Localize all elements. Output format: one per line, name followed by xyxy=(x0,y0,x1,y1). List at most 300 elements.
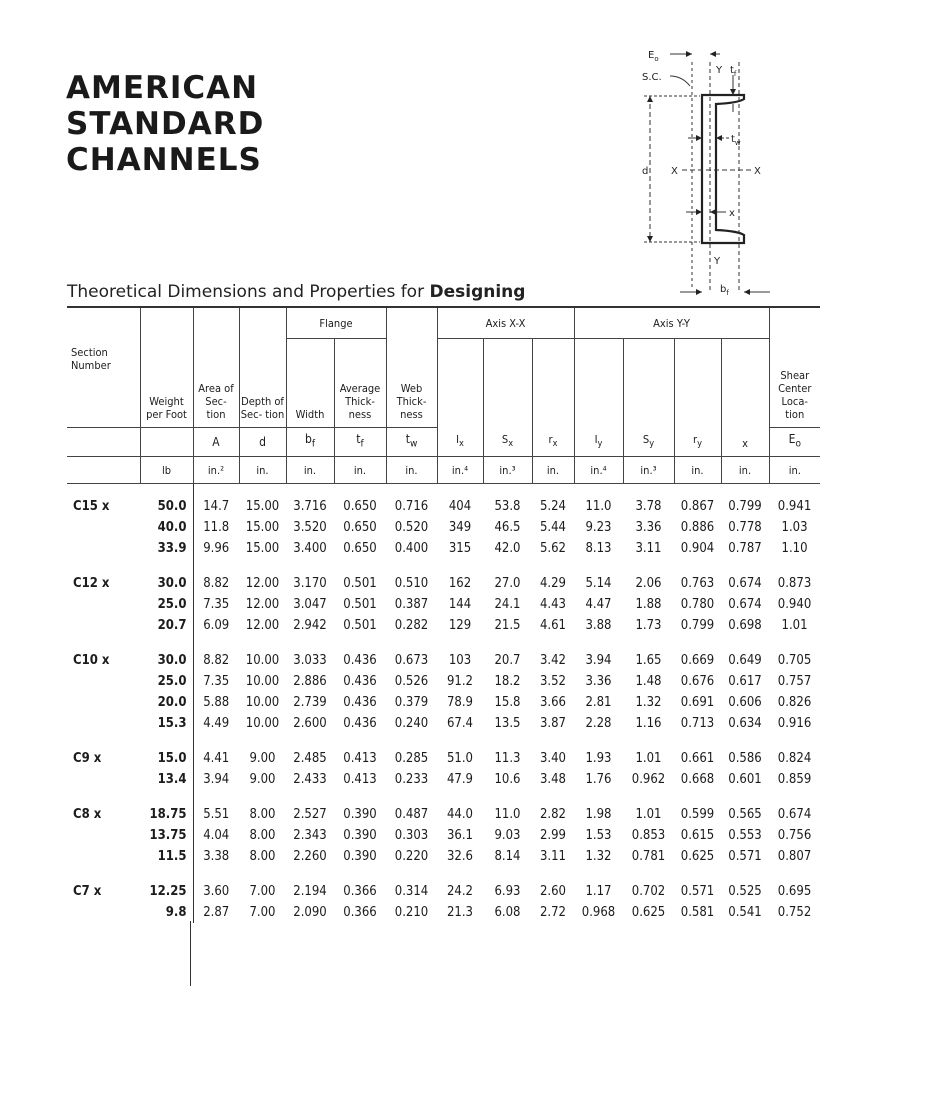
cell-width: 2.527 xyxy=(293,807,327,822)
cell-width: 2.739 xyxy=(293,695,327,710)
cell-sx: 24.1 xyxy=(494,597,521,612)
cell-weight: 25.0 xyxy=(140,671,193,692)
cell-width: 3.520 xyxy=(293,520,327,535)
cell-iy: 11.0 xyxy=(585,499,612,514)
header-iy: $I_y$ xyxy=(574,339,623,457)
cell-tf: 0.413 xyxy=(343,751,377,766)
cell-tw: 0.510 xyxy=(394,576,429,591)
cell-sy: 3.78 xyxy=(635,499,662,514)
cell-ry: 0.780 xyxy=(680,597,715,612)
header-shear-center: Shear Center Loca- tion xyxy=(769,307,820,428)
cell-iy: 3.94 xyxy=(585,653,612,668)
cell-section xyxy=(67,769,140,790)
header-section-number: Section Number xyxy=(67,307,140,428)
cell-weight: 15.0 xyxy=(140,734,193,769)
cell-eo: 0.941 xyxy=(777,499,812,514)
cell-section: C7 x xyxy=(73,884,102,899)
header-axis-yy: Axis Y-Y xyxy=(574,307,769,339)
cell-section xyxy=(67,902,140,923)
cell-ry: 0.867 xyxy=(680,499,715,514)
cell-section xyxy=(67,825,140,846)
header-sy: $S_y$ xyxy=(623,339,674,457)
cell-iy: 1.32 xyxy=(585,849,612,864)
cell-sy: 1.01 xyxy=(635,807,662,822)
cell-sx: 9.03 xyxy=(494,828,521,843)
cell-depth: 9.00 xyxy=(249,772,276,787)
cell-iy: 8.13 xyxy=(585,541,612,556)
cell-iy: 2.28 xyxy=(585,716,612,731)
cell-tf: 0.436 xyxy=(343,716,377,731)
cell-tw: 0.240 xyxy=(394,716,429,731)
header-sym-bf: $b_f$ xyxy=(286,428,334,457)
header-sym-d: d xyxy=(239,428,286,457)
diagram-d-label: d xyxy=(642,166,649,177)
table-row xyxy=(67,825,820,846)
cell-rx: 4.29 xyxy=(539,576,567,591)
cell-tw: 0.526 xyxy=(394,674,429,689)
cell-ry: 0.668 xyxy=(680,772,715,787)
diagram-x-small-label: x xyxy=(729,208,735,219)
cell-section xyxy=(67,671,140,692)
cell-iy: 1.98 xyxy=(585,807,612,822)
cell-weight: 11.5 xyxy=(140,846,193,867)
table-body xyxy=(67,484,820,924)
cell-eo: 0.807 xyxy=(777,849,812,864)
cell-sy: 0.853 xyxy=(631,828,666,843)
cell-section xyxy=(67,846,140,867)
header-area: Area of Sec- tion xyxy=(193,307,239,428)
cell-rx: 2.72 xyxy=(539,905,567,920)
cell-section: C9 x xyxy=(73,751,102,766)
cell-iy: 0.968 xyxy=(581,905,616,920)
cell-eo: 0.705 xyxy=(777,653,812,668)
unit-sy: in.³ xyxy=(623,457,674,484)
cell-weight: 9.8 xyxy=(140,902,193,923)
cell-x: 0.674 xyxy=(728,597,762,612)
cell-iy: 1.17 xyxy=(585,884,612,899)
cell-ry: 0.676 xyxy=(680,674,715,689)
cell-weight: 40.0 xyxy=(140,517,193,538)
unit-eo: in. xyxy=(769,457,820,484)
cell-sy: 3.11 xyxy=(635,541,662,556)
unit-weight: lb xyxy=(140,457,193,484)
cell-iy: 1.93 xyxy=(585,751,612,766)
header-sym-eo: $E_o$ xyxy=(769,428,820,457)
cell-rx: 3.52 xyxy=(539,674,567,689)
unit-blank xyxy=(67,457,140,484)
cell-width: 2.485 xyxy=(293,751,327,766)
table-row xyxy=(67,734,820,769)
unit-iy: in.⁴ xyxy=(574,457,623,484)
cell-area: 9.96 xyxy=(203,541,230,556)
cell-tf: 0.501 xyxy=(343,576,377,591)
diagram-x-right-label: X xyxy=(754,166,761,177)
cell-tf: 0.501 xyxy=(343,618,377,633)
cell-iy: 3.36 xyxy=(585,674,612,689)
cell-eo: 0.824 xyxy=(777,751,812,766)
cell-eo: 0.756 xyxy=(777,828,812,843)
header-sym-tw: $t_w$ xyxy=(386,428,437,457)
cell-width: 3.170 xyxy=(293,576,327,591)
diagram-y-bottom-label: Y xyxy=(714,256,721,267)
cell-rx: 2.60 xyxy=(539,884,567,899)
cell-depth: 8.00 xyxy=(249,807,276,822)
cell-width: 3.047 xyxy=(293,597,327,612)
cell-rx: 2.82 xyxy=(539,807,567,822)
cell-weight: 13.4 xyxy=(140,769,193,790)
cell-width: 3.716 xyxy=(293,499,327,514)
cell-rx: 3.40 xyxy=(539,751,567,766)
cell-tw: 0.285 xyxy=(394,751,429,766)
cell-area: 5.88 xyxy=(203,695,230,710)
cell-ry: 0.661 xyxy=(680,751,715,766)
cell-rx: 5.24 xyxy=(539,499,567,514)
channel-section-diagram xyxy=(630,40,790,300)
diagram-sc-label: S.C. xyxy=(642,72,662,83)
table-row xyxy=(67,867,820,902)
unit-area: in.² xyxy=(193,457,239,484)
cell-sx: 6.08 xyxy=(494,905,521,920)
cell-width: 2.433 xyxy=(293,772,327,787)
cell-ry: 0.904 xyxy=(680,541,715,556)
cell-rx: 3.48 xyxy=(539,772,567,787)
title-line-3: CHANNELS xyxy=(66,142,262,178)
cell-x: 0.799 xyxy=(728,499,762,514)
cell-ix: 315 xyxy=(448,541,472,556)
table-row xyxy=(67,559,820,594)
cell-sy: 1.01 xyxy=(635,751,662,766)
cell-x: 0.525 xyxy=(728,884,762,899)
cell-depth: 10.00 xyxy=(245,695,280,710)
cell-tw: 0.400 xyxy=(394,541,429,556)
cell-depth: 10.00 xyxy=(245,716,280,731)
cell-area: 4.49 xyxy=(203,716,230,731)
diagram-bf-label: $b_f$ xyxy=(720,284,729,297)
cell-x: 0.778 xyxy=(728,520,762,535)
title-line-1: AMERICAN xyxy=(66,70,259,106)
cell-tw: 0.520 xyxy=(394,520,429,535)
cell-sy: 0.962 xyxy=(631,772,666,787)
cell-tw: 0.314 xyxy=(394,884,429,899)
cell-ry: 0.713 xyxy=(680,716,715,731)
header-ix: $I_x$ xyxy=(437,339,483,457)
header-web-thickness: Web Thick- ness xyxy=(386,307,437,428)
cell-tf: 0.390 xyxy=(343,807,377,822)
cell-x: 0.606 xyxy=(728,695,762,710)
cell-x: 0.541 xyxy=(728,905,762,920)
cell-tf: 0.650 xyxy=(343,520,377,535)
cell-sy: 1.16 xyxy=(635,716,662,731)
cell-x: 0.634 xyxy=(728,716,762,731)
cell-weight: 25.0 xyxy=(140,594,193,615)
cell-depth: 15.00 xyxy=(245,499,280,514)
cell-ix: 129 xyxy=(448,618,472,633)
cell-section xyxy=(67,594,140,615)
cell-rx: 3.11 xyxy=(539,849,567,864)
cell-ix: 24.2 xyxy=(446,884,474,899)
header-sym-a: A xyxy=(193,428,239,457)
cell-sy: 0.702 xyxy=(631,884,666,899)
cell-section xyxy=(67,692,140,713)
cell-iy: 2.81 xyxy=(585,695,612,710)
cell-eo: 1.03 xyxy=(781,520,808,535)
cell-tf: 0.366 xyxy=(343,884,377,899)
cell-eo: 0.695 xyxy=(777,884,812,899)
cell-ry: 0.886 xyxy=(680,520,715,535)
cell-width: 3.033 xyxy=(293,653,327,668)
cell-ix: 103 xyxy=(448,653,472,668)
header-avg-thickness: Average Thick- ness xyxy=(334,339,386,428)
cell-x: 0.674 xyxy=(728,576,762,591)
cell-depth: 10.00 xyxy=(245,674,280,689)
cell-tf: 0.650 xyxy=(343,499,377,514)
cell-rx: 4.43 xyxy=(539,597,567,612)
cell-ry: 0.581 xyxy=(680,905,715,920)
cell-sx: 10.6 xyxy=(494,772,521,787)
cell-section xyxy=(67,517,140,538)
cell-depth: 12.00 xyxy=(245,618,280,633)
cell-ix: 21.3 xyxy=(446,905,474,920)
cell-x: 0.787 xyxy=(728,541,762,556)
cell-iy: 1.76 xyxy=(585,772,612,787)
cell-x: 0.565 xyxy=(728,807,762,822)
cell-weight: 13.75 xyxy=(140,825,193,846)
table-subtitle: Theoretical Dimensions and Properties for Designing xyxy=(67,282,526,302)
cell-ix: 162 xyxy=(448,576,472,591)
cell-tw: 0.282 xyxy=(394,618,429,633)
unit-x: in. xyxy=(721,457,769,484)
cell-eo: 0.674 xyxy=(777,807,812,822)
unit-avg-thickness: in. xyxy=(334,457,386,484)
cell-area: 5.51 xyxy=(203,807,230,822)
cell-sx: 11.0 xyxy=(494,807,521,822)
cell-width: 2.886 xyxy=(293,674,327,689)
cell-depth: 12.00 xyxy=(245,597,280,612)
cell-tw: 0.379 xyxy=(394,695,429,710)
cell-area: 8.82 xyxy=(203,653,230,668)
cell-depth: 10.00 xyxy=(245,653,280,668)
cell-weight: 33.9 xyxy=(140,538,193,559)
cell-iy: 3.88 xyxy=(585,618,612,633)
header-sym-tf: $t_f$ xyxy=(334,428,386,457)
cell-iy: 4.47 xyxy=(585,597,612,612)
cell-x: 0.617 xyxy=(728,674,762,689)
table-row xyxy=(67,692,820,713)
cell-sx: 42.0 xyxy=(494,541,521,556)
cell-sx: 27.0 xyxy=(494,576,521,591)
cell-section: C12 x xyxy=(73,576,110,591)
cell-ry: 0.763 xyxy=(680,576,715,591)
cell-ix: 404 xyxy=(448,499,472,514)
cell-sx: 18.2 xyxy=(494,674,521,689)
cell-iy: 9.23 xyxy=(585,520,612,535)
header-rx: $r_x$ xyxy=(532,339,574,457)
cell-depth: 8.00 xyxy=(249,849,276,864)
cell-depth: 7.00 xyxy=(249,905,276,920)
unit-ix: in.⁴ xyxy=(437,457,483,484)
cell-ry: 0.625 xyxy=(680,849,715,864)
cell-depth: 7.00 xyxy=(249,884,276,899)
cell-tf: 0.650 xyxy=(343,541,377,556)
cell-tf: 0.436 xyxy=(343,674,377,689)
table-row xyxy=(67,636,820,671)
cell-area: 8.82 xyxy=(203,576,230,591)
cell-width: 2.600 xyxy=(293,716,327,731)
cell-sx: 11.3 xyxy=(494,751,521,766)
cell-tw: 0.387 xyxy=(394,597,429,612)
cell-tf: 0.390 xyxy=(343,849,377,864)
cell-ix: 91.2 xyxy=(446,674,474,689)
cell-width: 2.090 xyxy=(293,905,327,920)
cell-area: 2.87 xyxy=(203,905,230,920)
cell-tw: 0.673 xyxy=(394,653,429,668)
cell-width: 2.260 xyxy=(293,849,327,864)
cell-width: 3.400 xyxy=(293,541,327,556)
cell-tw: 0.487 xyxy=(394,807,429,822)
cell-eo: 0.826 xyxy=(777,695,812,710)
unit-sx: in.³ xyxy=(483,457,532,484)
cell-eo: 1.01 xyxy=(781,618,808,633)
table-row xyxy=(67,484,820,518)
unit-depth: in. xyxy=(239,457,286,484)
cell-tw: 0.303 xyxy=(394,828,429,843)
cell-depth: 15.00 xyxy=(245,541,280,556)
header-depth: Depth of Sec- tion xyxy=(239,307,286,428)
cell-width: 2.343 xyxy=(293,828,327,843)
table-row xyxy=(67,790,820,825)
cell-iy: 1.53 xyxy=(585,828,612,843)
column-divider xyxy=(190,921,191,986)
cell-ix: 349 xyxy=(448,520,472,535)
cell-tf: 0.501 xyxy=(343,597,377,612)
diagram-tw-label: $t_w$ xyxy=(731,134,741,147)
table-row xyxy=(67,517,820,538)
cell-rx: 5.44 xyxy=(539,520,567,535)
cell-x: 0.586 xyxy=(728,751,762,766)
cell-section xyxy=(67,713,140,734)
channel-shape xyxy=(702,95,744,243)
table-row xyxy=(67,594,820,615)
cell-sy: 3.36 xyxy=(635,520,662,535)
header-flange: Flange xyxy=(286,307,386,339)
cell-x: 0.601 xyxy=(728,772,762,787)
cell-weight: 18.75 xyxy=(140,790,193,825)
cell-tf: 0.436 xyxy=(343,695,377,710)
cell-eo: 0.916 xyxy=(777,716,812,731)
cell-section: C8 x xyxy=(73,807,102,822)
cell-width: 2.194 xyxy=(293,884,327,899)
cell-sx: 20.7 xyxy=(494,653,521,668)
cell-sx: 8.14 xyxy=(494,849,521,864)
cell-area: 4.41 xyxy=(203,751,230,766)
unit-rx: in. xyxy=(532,457,574,484)
table-row xyxy=(67,615,820,636)
unit-ry: in. xyxy=(674,457,721,484)
cell-area: 7.35 xyxy=(203,597,230,612)
cell-rx: 4.61 xyxy=(539,618,567,633)
diagram-y-top-label: Y xyxy=(716,65,723,76)
cell-sx: 6.93 xyxy=(494,884,521,899)
cell-depth: 12.00 xyxy=(245,576,280,591)
table-row xyxy=(67,769,820,790)
cell-ix: 32.6 xyxy=(446,849,474,864)
cell-sy: 2.06 xyxy=(635,576,662,591)
header-sym-blank xyxy=(67,428,140,457)
cell-section xyxy=(67,538,140,559)
cell-ry: 0.599 xyxy=(680,807,715,822)
table-row xyxy=(67,846,820,867)
diagram-x-left-label: X xyxy=(671,166,678,177)
cell-tw: 0.716 xyxy=(394,499,429,514)
cell-ix: 44.0 xyxy=(446,807,474,822)
cell-eo: 0.940 xyxy=(777,597,812,612)
header-ry: $r_y$ xyxy=(674,339,721,457)
cell-depth: 8.00 xyxy=(249,828,276,843)
cell-x: 0.698 xyxy=(728,618,762,633)
cell-depth: 15.00 xyxy=(245,520,280,535)
cell-weight: 20.0 xyxy=(140,692,193,713)
cell-weight: 15.3 xyxy=(140,713,193,734)
header-x: x xyxy=(721,339,769,457)
cell-ix: 78.9 xyxy=(446,695,474,710)
unit-width: in. xyxy=(286,457,334,484)
cell-rx: 5.62 xyxy=(539,541,567,556)
cell-weight: 12.25 xyxy=(140,867,193,902)
cell-area: 4.04 xyxy=(203,828,230,843)
cell-sx: 15.8 xyxy=(494,695,521,710)
cell-ry: 0.669 xyxy=(680,653,715,668)
properties-table xyxy=(67,306,820,923)
cell-sy: 1.65 xyxy=(635,653,662,668)
cell-tf: 0.366 xyxy=(343,905,377,920)
cell-ix: 36.1 xyxy=(446,828,474,843)
cell-tf: 0.436 xyxy=(343,653,377,668)
cell-area: 11.8 xyxy=(203,520,230,535)
cell-weight: 50.0 xyxy=(140,484,193,518)
cell-ix: 51.0 xyxy=(446,751,474,766)
cell-tw: 0.220 xyxy=(394,849,429,864)
cell-x: 0.553 xyxy=(728,828,762,843)
diagram-tf-label: $t_f$ xyxy=(730,65,737,78)
header-axis-xx: Axis X-X xyxy=(437,307,574,339)
cell-section: C15 x xyxy=(73,499,110,514)
cell-area: 3.38 xyxy=(203,849,230,864)
cell-rx: 3.66 xyxy=(539,695,567,710)
header-sx: $S_x$ xyxy=(483,339,532,457)
cell-eo: 0.757 xyxy=(777,674,812,689)
cell-eo: 0.752 xyxy=(777,905,812,920)
table-row xyxy=(67,538,820,559)
table-header xyxy=(67,307,820,484)
cell-area: 3.60 xyxy=(203,884,230,899)
cell-tw: 0.233 xyxy=(394,772,429,787)
cell-area: 14.7 xyxy=(203,499,230,514)
cell-iy: 5.14 xyxy=(585,576,612,591)
page-title xyxy=(66,70,264,178)
cell-x: 0.571 xyxy=(728,849,762,864)
cell-weight: 30.0 xyxy=(140,559,193,594)
cell-tf: 0.390 xyxy=(343,828,377,843)
cell-sy: 1.73 xyxy=(635,618,662,633)
table-row xyxy=(67,902,820,923)
cell-sy: 1.32 xyxy=(635,695,662,710)
cell-sx: 46.5 xyxy=(494,520,521,535)
cell-ry: 0.799 xyxy=(680,618,715,633)
unit-web-thickness: in. xyxy=(386,457,437,484)
cell-tw: 0.210 xyxy=(394,905,429,920)
cell-weight: 30.0 xyxy=(140,636,193,671)
cell-x: 0.649 xyxy=(728,653,762,668)
